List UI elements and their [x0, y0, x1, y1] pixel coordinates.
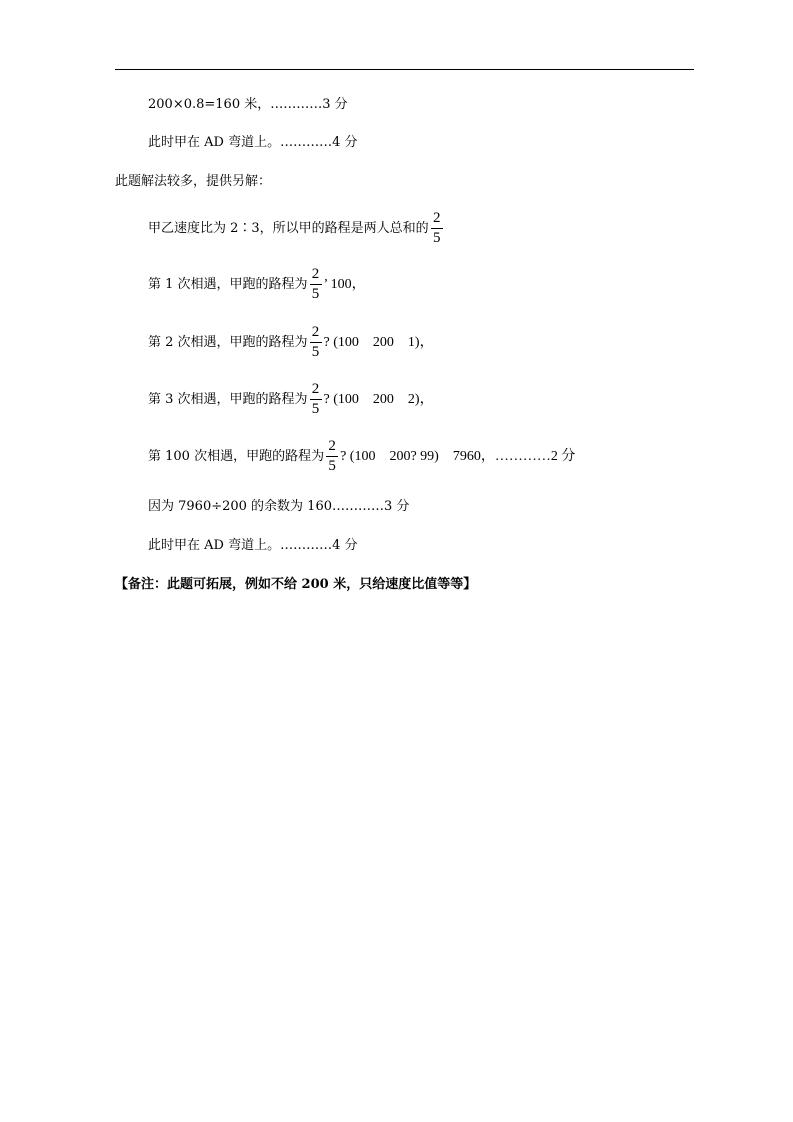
- fraction-denominator: 5: [328, 458, 336, 474]
- fraction-bar: [326, 456, 338, 457]
- line-6-suffix: ? (100 200 1)，: [323, 335, 434, 350]
- line-1: 200×0.8=160 米，…………3 分: [148, 97, 348, 112]
- line-2: 此时甲在 AD 弯道上。…………4 分: [148, 135, 358, 150]
- fraction-numerator: 2: [311, 381, 320, 397]
- line-6: [148, 324, 434, 361]
- fraction-two-fifths: [310, 266, 322, 303]
- line-7-prefix: 第 3 次相遇，甲跑的路程为: [148, 392, 308, 407]
- line-6-prefix: 第 2 次相遇，甲跑的路程为: [148, 335, 308, 350]
- fraction-numerator: 2: [432, 210, 441, 226]
- fraction-bar: [310, 284, 322, 285]
- fraction-two-fifths: [326, 438, 338, 475]
- fraction-denominator: 5: [311, 344, 320, 360]
- line-4: [148, 210, 445, 247]
- fraction-denominator: 5: [432, 230, 441, 246]
- line-10: 此时甲在 AD 弯道上。…………4 分: [148, 538, 358, 553]
- fraction-numerator: 2: [311, 324, 320, 340]
- line-8-suffix: ? (100 200? 99) 7960，…………2 分: [340, 449, 576, 464]
- line-9: 因为 7960÷200 的余数为 160…………3 分: [148, 499, 410, 514]
- fraction-bar: [310, 342, 322, 343]
- fraction-bar: [310, 399, 322, 400]
- line-3: 此题解法较多，提供另解：: [115, 174, 272, 189]
- fraction-denominator: 5: [311, 401, 320, 417]
- line-4-text: 甲乙速度比为 2∶3，所以甲的路程是两人总和的: [148, 221, 429, 236]
- line-7-suffix: ? (100 200 2)，: [323, 392, 434, 407]
- note-line: 【备注：此题可拓展，例如不给 200 米，只给速度比值等等】: [115, 577, 477, 592]
- line-5-prefix: 第 1 次相遇，甲跑的路程为: [148, 277, 308, 292]
- fraction-two-fifths: [431, 210, 443, 247]
- line-8: [148, 438, 575, 475]
- fraction-two-fifths: [310, 324, 322, 361]
- header-rule: [115, 69, 694, 70]
- fraction-two-fifths: [310, 381, 322, 418]
- line-7: [148, 381, 434, 418]
- fraction-bar: [431, 228, 443, 229]
- line-5-suffix: ’ 100，: [323, 277, 366, 292]
- fraction-denominator: 5: [311, 286, 320, 302]
- fraction-numerator: 2: [328, 438, 336, 454]
- line-8-prefix: 第 100 次相遇，甲跑的路程为: [148, 449, 325, 464]
- fraction-numerator: 2: [311, 266, 320, 282]
- line-5: [148, 266, 366, 303]
